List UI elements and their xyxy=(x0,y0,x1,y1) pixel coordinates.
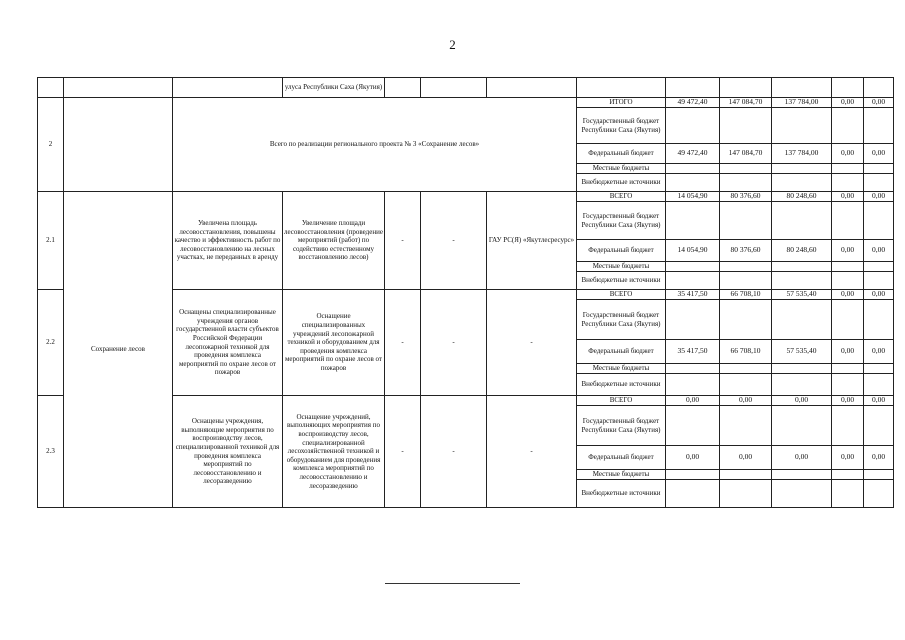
amount-cell xyxy=(772,262,832,272)
funding-source: Местные бюджеты xyxy=(577,470,666,480)
cell-empty xyxy=(64,98,173,192)
cell-empty xyxy=(720,78,772,98)
dash-cell: - xyxy=(421,396,487,508)
dash-cell: - xyxy=(385,396,421,508)
amount-cell: 80 248,60 xyxy=(772,192,832,202)
cell-empty xyxy=(864,78,894,98)
amount-cell xyxy=(720,202,772,240)
row-number: 2.2 xyxy=(38,290,64,396)
amount-cell: 14 054,90 xyxy=(666,192,720,202)
amount-cell xyxy=(720,108,772,144)
amount-cell xyxy=(772,164,832,174)
dash-cell: - xyxy=(385,192,421,290)
funding-source: ВСЕГО xyxy=(577,396,666,406)
amount-cell xyxy=(832,364,864,374)
amount-cell xyxy=(720,272,772,290)
amount-cell: 0,00 xyxy=(666,396,720,406)
row-number: 2 xyxy=(38,98,64,192)
cell-empty xyxy=(421,78,487,98)
amount-cell xyxy=(864,164,894,174)
dash-cell: - xyxy=(421,290,487,396)
event-text: Оснащение специализированных учреждений лесопожарной техникой и оборудованием для проведения комплекса мероприятий по охране лесов от пожаров xyxy=(283,290,385,396)
amount-cell xyxy=(832,164,864,174)
funding-source: Местные бюджеты xyxy=(577,164,666,174)
amount-cell xyxy=(720,300,772,340)
amount-cell xyxy=(864,406,894,446)
amount-cell: 0,00 xyxy=(832,396,864,406)
funding-source: ВСЕГО xyxy=(577,290,666,300)
row-number: 2.1 xyxy=(38,192,64,290)
funding-source: Внебюджетные источники xyxy=(577,174,666,192)
funding-source: Государственный бюджет Республики Саха (Якутия) xyxy=(577,108,666,144)
amount-cell xyxy=(666,272,720,290)
amount-cell xyxy=(666,164,720,174)
amount-cell xyxy=(832,480,864,508)
funding-source: Внебюджетные источники xyxy=(577,374,666,396)
cell-empty xyxy=(772,78,832,98)
amount-cell xyxy=(772,272,832,290)
amount-cell: 0,00 xyxy=(832,340,864,364)
amount-cell: 0,00 xyxy=(864,290,894,300)
amount-cell xyxy=(832,262,864,272)
amount-cell: 0,00 xyxy=(864,340,894,364)
amount-cell: 147 084,70 xyxy=(720,144,772,164)
amount-cell: 0,00 xyxy=(832,240,864,262)
amount-cell: 0,00 xyxy=(864,192,894,202)
amount-cell xyxy=(666,470,720,480)
continuation-text: улуса Республики Саха (Якутия) xyxy=(283,78,385,98)
amount-cell xyxy=(772,300,832,340)
amount-cell xyxy=(720,164,772,174)
table-row xyxy=(38,78,894,98)
amount-cell xyxy=(720,174,772,192)
executor: - xyxy=(487,396,577,508)
amount-cell: 80 248,60 xyxy=(772,240,832,262)
amount-cell: 0,00 xyxy=(772,396,832,406)
amount-cell: 66 708,10 xyxy=(720,290,772,300)
block-title: Всего по реализации регионального проекта № 3 «Сохранение лесов» xyxy=(173,98,577,192)
amount-cell: 137 784,00 xyxy=(772,144,832,164)
amount-cell xyxy=(772,174,832,192)
cell-empty xyxy=(832,78,864,98)
amount-cell xyxy=(832,300,864,340)
amount-cell xyxy=(666,108,720,144)
amount-cell xyxy=(772,374,832,396)
amount-cell: 0,00 xyxy=(832,192,864,202)
row-number: 2.3 xyxy=(38,396,64,508)
funding-source: Федеральный бюджет xyxy=(577,144,666,164)
amount-cell: 80 376,60 xyxy=(720,240,772,262)
amount-cell xyxy=(864,202,894,240)
event-text: Оснащение учреждений, выполняющих мероприятия по воспроизводству лесов, специализированной лесохозяйственной техникой и оборудованием для проведения комплекса мероприятий по лесовосстановлению и лесоразведению xyxy=(283,396,385,508)
amount-cell xyxy=(864,364,894,374)
cell-empty xyxy=(666,78,720,98)
cell-empty xyxy=(385,78,421,98)
amount-cell xyxy=(772,364,832,374)
amount-cell xyxy=(832,272,864,290)
amount-cell: 80 376,60 xyxy=(720,192,772,202)
amount-cell xyxy=(832,108,864,144)
amount-cell xyxy=(772,202,832,240)
amount-cell xyxy=(864,272,894,290)
cell-empty xyxy=(173,78,283,98)
amount-cell xyxy=(772,406,832,446)
amount-cell xyxy=(832,202,864,240)
amount-cell xyxy=(720,480,772,508)
amount-cell xyxy=(772,480,832,508)
amount-cell: 57 535,40 xyxy=(772,340,832,364)
amount-cell xyxy=(666,406,720,446)
amount-cell: 0,00 xyxy=(864,446,894,470)
amount-cell: 35 417,50 xyxy=(666,290,720,300)
funding-source: Местные бюджеты xyxy=(577,262,666,272)
result-text: Оснащены специализированные учреждения органов государственной власти субъектов Российской Федерации лесопожарной техникой для проведения комплекса мероприятий по охране лесов от пожаров xyxy=(173,290,283,396)
result-text: Увеличена площадь лесовосстановления, повышены качество и эффективность работ по лесовосстановлению на лесных участках, не переданных в аренду xyxy=(173,192,283,290)
funding-source: Внебюджетные источники xyxy=(577,272,666,290)
funding-source: ИТОГО xyxy=(577,98,666,108)
amount-cell xyxy=(666,374,720,396)
amount-cell xyxy=(772,470,832,480)
amount-cell: 49 472,40 xyxy=(666,144,720,164)
amount-cell xyxy=(720,374,772,396)
amount-cell: 0,00 xyxy=(720,446,772,470)
funding-source: Государственный бюджет Республики Саха (Якутия) xyxy=(577,406,666,446)
group-label: Сохранение лесов xyxy=(64,192,173,508)
cell-empty xyxy=(487,78,577,98)
amount-cell: 0,00 xyxy=(832,144,864,164)
funding-source: Федеральный бюджет xyxy=(577,446,666,470)
amount-cell: 137 784,00 xyxy=(772,98,832,108)
amount-cell xyxy=(720,262,772,272)
funding-source: ВСЕГО xyxy=(577,192,666,202)
amount-cell xyxy=(666,364,720,374)
amount-cell xyxy=(666,300,720,340)
funding-source: Федеральный бюджет xyxy=(577,240,666,262)
table-row xyxy=(38,98,894,108)
amount-cell xyxy=(832,470,864,480)
funding-source: Федеральный бюджет xyxy=(577,340,666,364)
amount-cell: 0,00 xyxy=(864,240,894,262)
budget-table xyxy=(37,77,894,508)
event-text: Увеличение площади лесовосстановления (проведение мероприятий (работ) по содействию естественному восстановлению лесов) xyxy=(283,192,385,290)
amount-cell xyxy=(720,470,772,480)
funding-source: Местные бюджеты xyxy=(577,364,666,374)
amount-cell xyxy=(864,300,894,340)
amount-cell: 35 417,50 xyxy=(666,340,720,364)
amount-cell xyxy=(832,174,864,192)
amount-cell: 49 472,40 xyxy=(666,98,720,108)
amount-cell xyxy=(864,480,894,508)
amount-cell xyxy=(864,470,894,480)
amount-cell xyxy=(864,262,894,272)
amount-cell: 147 084,70 xyxy=(720,98,772,108)
amount-cell: 0,00 xyxy=(832,290,864,300)
result-text: Оснащены учреждения, выполняющие мероприятия по воспроизводству лесов, специализированной техникой для проведения комплекса мероприятий по лесовосстановлению и лесоразведению xyxy=(173,396,283,508)
amount-cell xyxy=(666,202,720,240)
amount-cell: 0,00 xyxy=(772,446,832,470)
amount-cell xyxy=(832,406,864,446)
amount-cell xyxy=(864,108,894,144)
amount-cell xyxy=(666,174,720,192)
amount-cell: 66 708,10 xyxy=(720,340,772,364)
footer-divider xyxy=(385,583,520,584)
amount-cell xyxy=(720,364,772,374)
amount-cell xyxy=(864,374,894,396)
amount-cell: 0,00 xyxy=(864,98,894,108)
dash-cell: - xyxy=(385,290,421,396)
amount-cell: 0,00 xyxy=(720,396,772,406)
page-number: 2 xyxy=(449,37,456,52)
dash-cell: - xyxy=(421,192,487,290)
amount-cell: 0,00 xyxy=(832,98,864,108)
amount-cell: 0,00 xyxy=(666,446,720,470)
funding-source: Государственный бюджет Республики Саха (Якутия) xyxy=(577,202,666,240)
table-body xyxy=(38,78,894,508)
cell-empty xyxy=(64,78,173,98)
amount-cell xyxy=(772,108,832,144)
amount-cell: 0,00 xyxy=(864,396,894,406)
executor: ГАУ РС(Я) «Якутлесресурс» xyxy=(487,192,577,290)
funding-source: Государственный бюджет Республики Саха (Якутия) xyxy=(577,300,666,340)
cell-empty xyxy=(577,78,666,98)
amount-cell: 0,00 xyxy=(864,144,894,164)
cell-empty xyxy=(38,78,64,98)
table-row xyxy=(38,192,894,202)
funding-source: Внебюджетные источники xyxy=(577,480,666,508)
amount-cell xyxy=(666,262,720,272)
amount-cell: 14 054,90 xyxy=(666,240,720,262)
amount-cell: 57 535,40 xyxy=(772,290,832,300)
amount-cell xyxy=(666,480,720,508)
executor: - xyxy=(487,290,577,396)
amount-cell xyxy=(864,174,894,192)
amount-cell xyxy=(720,406,772,446)
amount-cell: 0,00 xyxy=(832,446,864,470)
amount-cell xyxy=(832,374,864,396)
